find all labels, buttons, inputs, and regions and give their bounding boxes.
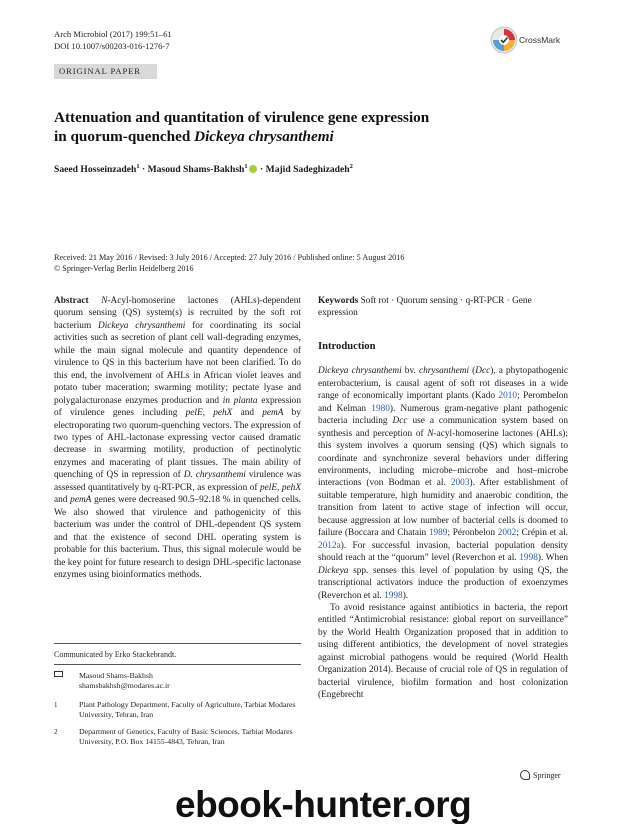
author-1-affiliation: 1: [136, 163, 140, 170]
affiliation-2: [54, 727, 301, 748]
intro-italic: Dcc: [392, 416, 408, 427]
intro-fragment: ). Numerous gram-negative plant pathogenic bacteria including: [318, 403, 568, 427]
author-separator: ·: [139, 164, 148, 175]
intro-fragment: -acyl-homoserine lactones (AHLs); this system involves a quorum sensing (QS) which signals to coordinate and synchronize several behaviors under differing environments, including microbe–microbe and host–microbe interactions (von Bodman et al.: [318, 428, 568, 489]
footnote-divider: [54, 643, 301, 644]
journal-header: [54, 29, 172, 52]
intro-fragment: ; Crépin et al.: [516, 528, 568, 539]
history-dates: Received: 21 May 2016 / Revised: 3 July 2016 / Accepted: 27 July 2016 / Published online: 5 August 2016: [54, 253, 405, 262]
citation-link[interactable]: 1998: [384, 590, 403, 601]
abstract-italic: pemA: [70, 495, 92, 506]
intro-fragment: bv.: [401, 366, 419, 377]
abstract-fragment: and: [232, 408, 263, 419]
orcid-icon[interactable]: [249, 165, 257, 173]
watermark: ebook-hunter.org: [175, 784, 472, 824]
intro-fragment: ). When: [537, 553, 568, 564]
introduction-heading: Introduction: [318, 340, 376, 352]
author-separator: ·: [257, 164, 266, 175]
keywords-text: Soft rot · Quorum sensing · q-RT-PCR · Gene expression: [318, 296, 532, 319]
abstract-fragment: virulence was assessed quantitatively by q-RT-PCR, as expression of: [54, 470, 301, 493]
keywords-label: Keywords: [318, 296, 359, 306]
author-3-affiliation: 2: [349, 163, 353, 170]
title-line-2: [54, 127, 574, 146]
intro-fragment: use a communication system based on synthesis and perception of: [318, 416, 568, 439]
author-2-affiliation: 1: [244, 163, 248, 170]
publication-dates: [54, 252, 404, 274]
citation-link[interactable]: 2012a: [318, 540, 341, 551]
crossmark-icon: [490, 26, 518, 54]
footnote-divider: [54, 664, 301, 665]
abstract: [54, 295, 301, 581]
citation-link[interactable]: 1989: [428, 528, 448, 539]
copyright: © Springer-Verlag Berlin Heidelberg 2016: [54, 264, 194, 273]
author-3[interactable]: Majid Sadeghizadeh: [265, 164, 350, 175]
intro-paragraph-2: To avoid resistance against antibiotics in bacteria, the report entitled “Antimicrobial resistance: global report on surveillance” by the World Health Organization proposed that in addition to using different antibiotics, the development of novel strategies against microbial pathogens would be required (World Health Organization 2014). Because of crucial role of QS in regulation of bacterial virulence, biofilm formation and host colonization (Engebrecht: [318, 602, 568, 701]
intro-italic: Dcc: [475, 366, 491, 377]
communicated-by: Communicated by Erko Stackebrandt.: [54, 650, 177, 659]
article-title: [54, 108, 574, 146]
abstract-italic: D. chrysanthemi: [183, 470, 246, 481]
author-list: [54, 161, 353, 176]
abstract-italic: pemA: [262, 408, 284, 419]
corresponding-author: [54, 671, 301, 692]
crossmark-label: CrossMark: [519, 35, 561, 45]
affiliation-2-text: Department of Genetics, Faculty of Basic Sciences, Tarbiat Modares University, P.O. Box 14155-4843, Tehran, Iran: [79, 727, 293, 747]
title-line-1: Attenuation and quantitation of virulence gene expression: [54, 109, 430, 126]
abstract-italic: pelE: [185, 408, 203, 419]
intro-italic: Dickeya: [318, 565, 349, 576]
abstract-italic: Dickeya chrysanthemi: [98, 320, 186, 331]
envelope-icon: [54, 671, 66, 681]
intro-fragment: spp. senses this level of population by using QS, the transcriptional activators induce the production of exoenzymes (Reverchon et al.: [318, 565, 568, 601]
right-column: [318, 295, 568, 702]
intro-fragment: ; Péronbelon: [447, 528, 498, 539]
crossmark-badge[interactable]: [490, 26, 560, 54]
intro-italic: N: [427, 428, 434, 439]
corresponding-author-name: Masoud Shams-Bakhsh: [79, 671, 153, 680]
affiliation-1: [54, 700, 301, 721]
abstract-fragment: by electroporating two quorum-quenching vectors. The expression of two types of AHL-lactonase expressing vector caused dramatic decrease in swarming motility, production of pectinolytic enzymes and macerating of plant tissues. The main ability of quenching of QS in repression of: [54, 408, 301, 481]
springer-horse-icon: [520, 770, 530, 780]
intro-fragment: (: [469, 366, 476, 377]
abstract-italic: pelE, pehX: [260, 482, 301, 493]
abstract-label: Abstract: [54, 296, 89, 306]
citation-link[interactable]: 2002: [497, 528, 517, 539]
intro-fragment: ). For successful invasion, bacterial population density should reach at the “quorum” level (Reverchon et al.: [318, 540, 568, 564]
corresponding-author-email[interactable]: shamsbakhsh@modares.ac.ir: [79, 681, 170, 691]
title-line-2-text: in quorum-quenched: [54, 128, 195, 145]
intro-italic: Dickeya chrysanthemi: [318, 366, 402, 377]
affiliation-2-mark: 2: [54, 728, 58, 736]
abstract-fragment: [89, 296, 102, 306]
abstract-italic: in planta: [222, 395, 258, 406]
publisher-logo: [520, 770, 561, 780]
citation-link[interactable]: 2010: [498, 391, 518, 402]
intro-fragment: ).: [402, 590, 409, 601]
intro-fragment: ; Perombelon and Kelman: [318, 391, 568, 414]
citation-link[interactable]: 1980: [371, 403, 390, 414]
publisher-name: Springer: [533, 770, 561, 780]
abstract-fragment: and: [54, 495, 71, 506]
abstract-italic: pehX: [213, 408, 233, 419]
keywords: [318, 295, 568, 320]
article-type-label: ORIGINAL PAPER: [54, 64, 157, 79]
abstract-fragment: expression of virulence genes including: [54, 395, 301, 419]
abstract-italic: N: [101, 296, 108, 306]
author-1[interactable]: Saeed Hosseinzadeh: [54, 164, 137, 175]
abstract-fragment: -Acyl-homoserine lactones (AHLs)-dependent quorum sensing (QS) system(s) is recruited by the soft rot bacterium: [54, 296, 301, 331]
author-2[interactable]: Masoud Shams-Bakhsh: [147, 164, 245, 175]
citation-link[interactable]: 1998: [519, 553, 538, 564]
abstract-fragment: ,: [202, 408, 214, 419]
intro-fragment: ), a phytopathogenic enterobacterium, is causal agent of soft rot diseases in a wide range of economically important plants (Kado: [318, 366, 568, 402]
intro-fragment: ). After establishment of suitable temperature, high humidity and anaerobic condition, the transition from latent to active stage of infection will occur, because aggression at low number of bacterial cells is doomed to failure (Boccara and Chatain: [318, 478, 568, 539]
abstract-text: [54, 295, 301, 581]
journal-citation: Arch Microbiol (2017) 199:51–61: [54, 29, 172, 39]
affiliation-1-text: Plant Pathology Department, Faculty of Agriculture, Tarbiat Modares University, Tehran, Iran: [79, 700, 296, 720]
citation-link[interactable]: 2003: [450, 478, 470, 489]
abstract-fragment: for coordinating its social activities such as secretion of plant cell wall-degrading enzymes, while the main signal molecule and quantity dependence of virulence to QS in this bacterium have not been clarified. To do this end, the involvement of AHLs in African violet leaves and potato tuber maceration; swarming motility; pectate lyase and polygalacturonase enzymes production and: [54, 320, 301, 406]
intro-paragraph-1: [318, 365, 568, 602]
abstract-fragment: genes were decreased 90.5–92.18 % in quenched cells. We also showed that virulence and pathogenicity of this bacterium was under the control of DHL-dependent QS system and that the existence of second DHL operating system is probable for this bacterium. Thus, this signal molecule would be the key point for future research to design DHL-specific lactonase enzymes using bioinformatics methods.: [54, 495, 301, 580]
doi-link[interactable]: DOI 10.1007/s00203-016-1276-7: [54, 40, 170, 51]
title-species: Dickeya chrysanthemi: [194, 128, 334, 145]
affiliation-1-mark: 1: [54, 701, 58, 709]
intro-italic: chrysanthemi: [418, 366, 470, 377]
